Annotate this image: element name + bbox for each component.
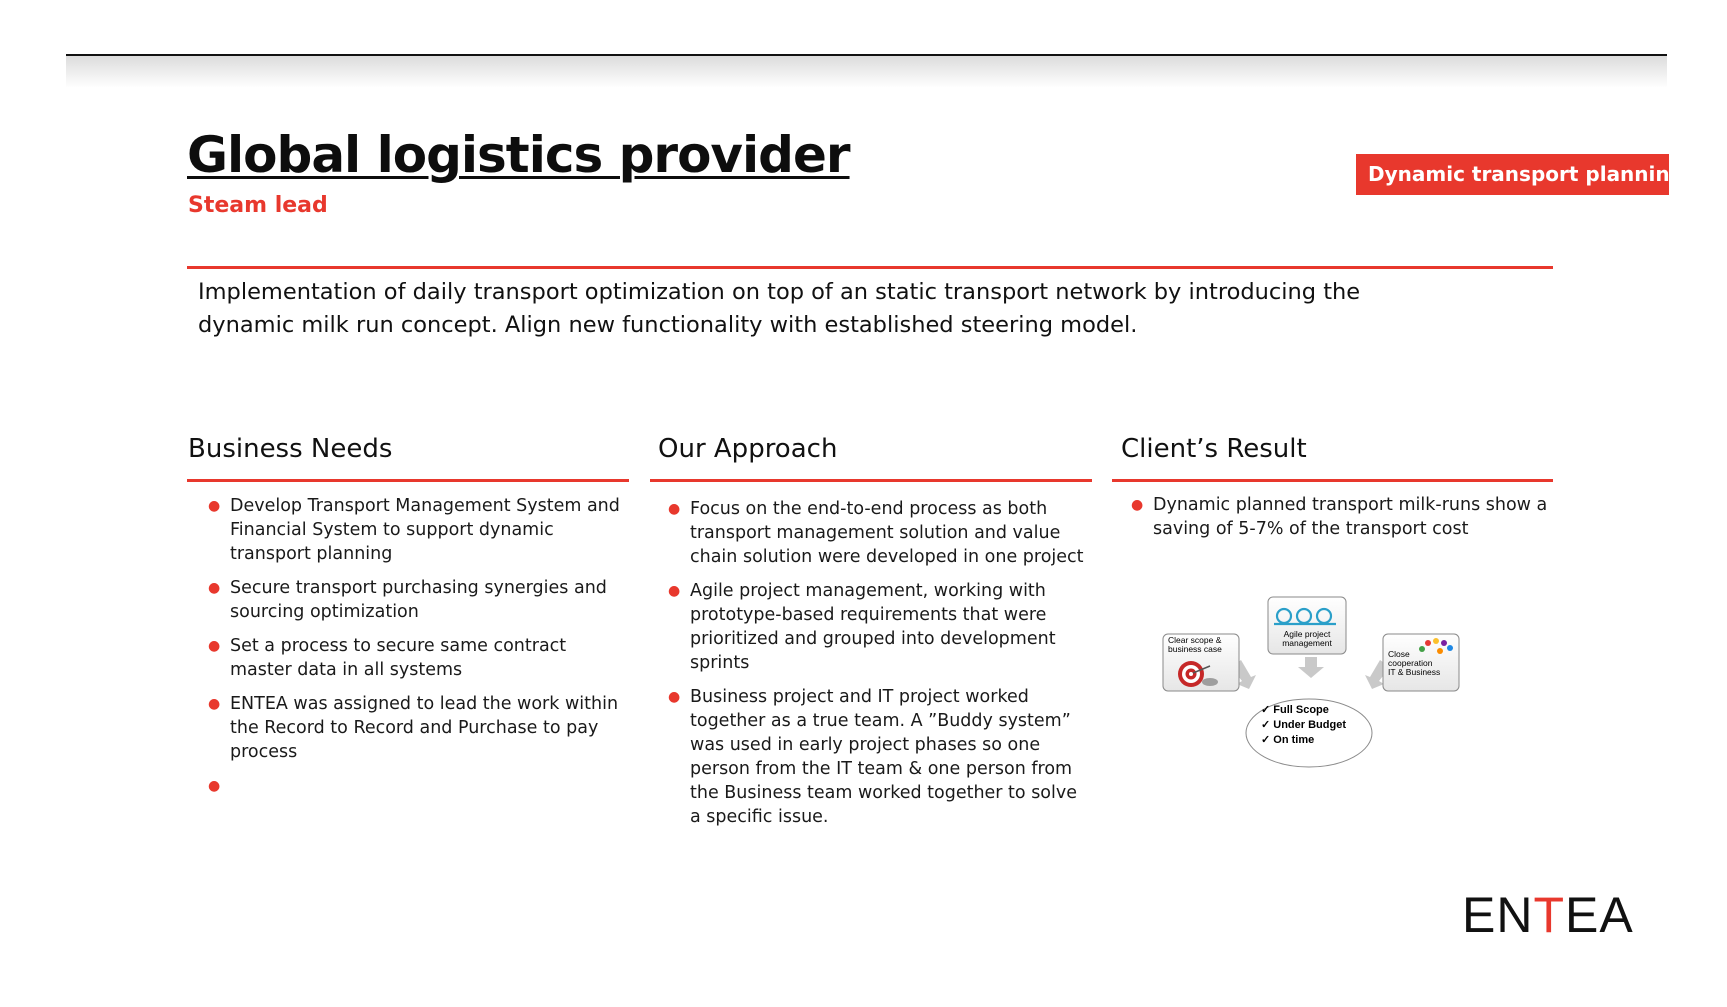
outcome-under-budget: ✓ Under Budget — [1261, 719, 1346, 731]
cooperation-box-line1: Close — [1388, 649, 1410, 659]
page-subtitle: Steam lead — [188, 193, 328, 218]
our-approach-list — [650, 497, 1090, 839]
business-needs-list — [190, 494, 630, 808]
entea-logo: ENTEA — [1462, 887, 1634, 943]
list-item: ● Set a process to secure same contract master data in all systems — [208, 636, 567, 680]
list-item: ● Business project and IT project worked together as a true team. A ”Buddy system” was used in early project phases so one person from the IT team & one person from the Business team worked together to solve a specific issue. — [668, 687, 1077, 827]
business-needs-divider — [187, 479, 629, 482]
top-shade — [66, 56, 1667, 88]
clients-result-list — [1113, 493, 1553, 551]
intro-divider — [187, 266, 1553, 269]
success-factors-diagram — [1158, 595, 1464, 770]
bullet-icon: ● — [668, 501, 681, 517]
list-item: ● Secure transport purchasing synergies and sourcing optimization — [208, 578, 607, 622]
intro-text: Implementation of daily transport optimization on top of an static transport network by introducing the dynamic milk run concept. Align new functionality with established steering model. — [198, 279, 1361, 338]
list-item: ● ENTEA was assigned to lead the work within the Record to Record and Purchase to pay process — [208, 694, 619, 762]
outcome-full-scope: ✓ Full Scope — [1261, 704, 1329, 716]
bullet-icon: ● — [208, 778, 221, 794]
bullet-icon: ● — [208, 580, 221, 596]
list-item: ● Focus on the end-to-end process as both transport management solution and value chain solution were developed in one project — [668, 499, 1084, 567]
our-approach-heading: Our Approach — [658, 434, 838, 464]
clients-result-divider — [1112, 479, 1553, 482]
page-title: Global logistics provider — [187, 126, 850, 184]
bullet-icon: ● — [668, 583, 681, 599]
business-needs-heading: Business Needs — [188, 434, 393, 464]
bullet-icon: ● — [208, 498, 221, 514]
list-item — [190, 774, 630, 798]
category-tag: Dynamic transport planning — [1356, 154, 1669, 195]
outcome-on-time: ✓ On time — [1261, 734, 1315, 746]
agile-box-line1: Agile project — [1283, 629, 1331, 639]
clients-result-heading: Client’s Result — [1121, 434, 1307, 464]
list-item: ● Dynamic planned transport milk-runs show a saving of 5-7% of the transport cost — [1131, 495, 1548, 539]
agile-box-line2: management — [1282, 638, 1332, 648]
arrow-down-icon — [1298, 657, 1324, 678]
bullet-icon: ● — [208, 638, 221, 654]
bullet-icon: ● — [668, 689, 681, 705]
bullet-icon: ● — [1131, 497, 1144, 513]
bullet-icon: ● — [208, 696, 221, 712]
list-item: ● Agile project management, working with prototype-based requirements that were prioritized and grouped into development sprints — [668, 581, 1056, 673]
cooperation-box-line3: IT & Business — [1388, 667, 1441, 677]
cooperation-box-line2: cooperation — [1388, 658, 1433, 668]
scope-box-line2: business case — [1168, 644, 1222, 654]
our-approach-divider — [650, 479, 1092, 482]
scope-box-line1: Clear scope & — [1168, 635, 1222, 645]
list-item: ● Develop Transport Management System and Financial System to support dynamic transport planning — [208, 496, 620, 564]
